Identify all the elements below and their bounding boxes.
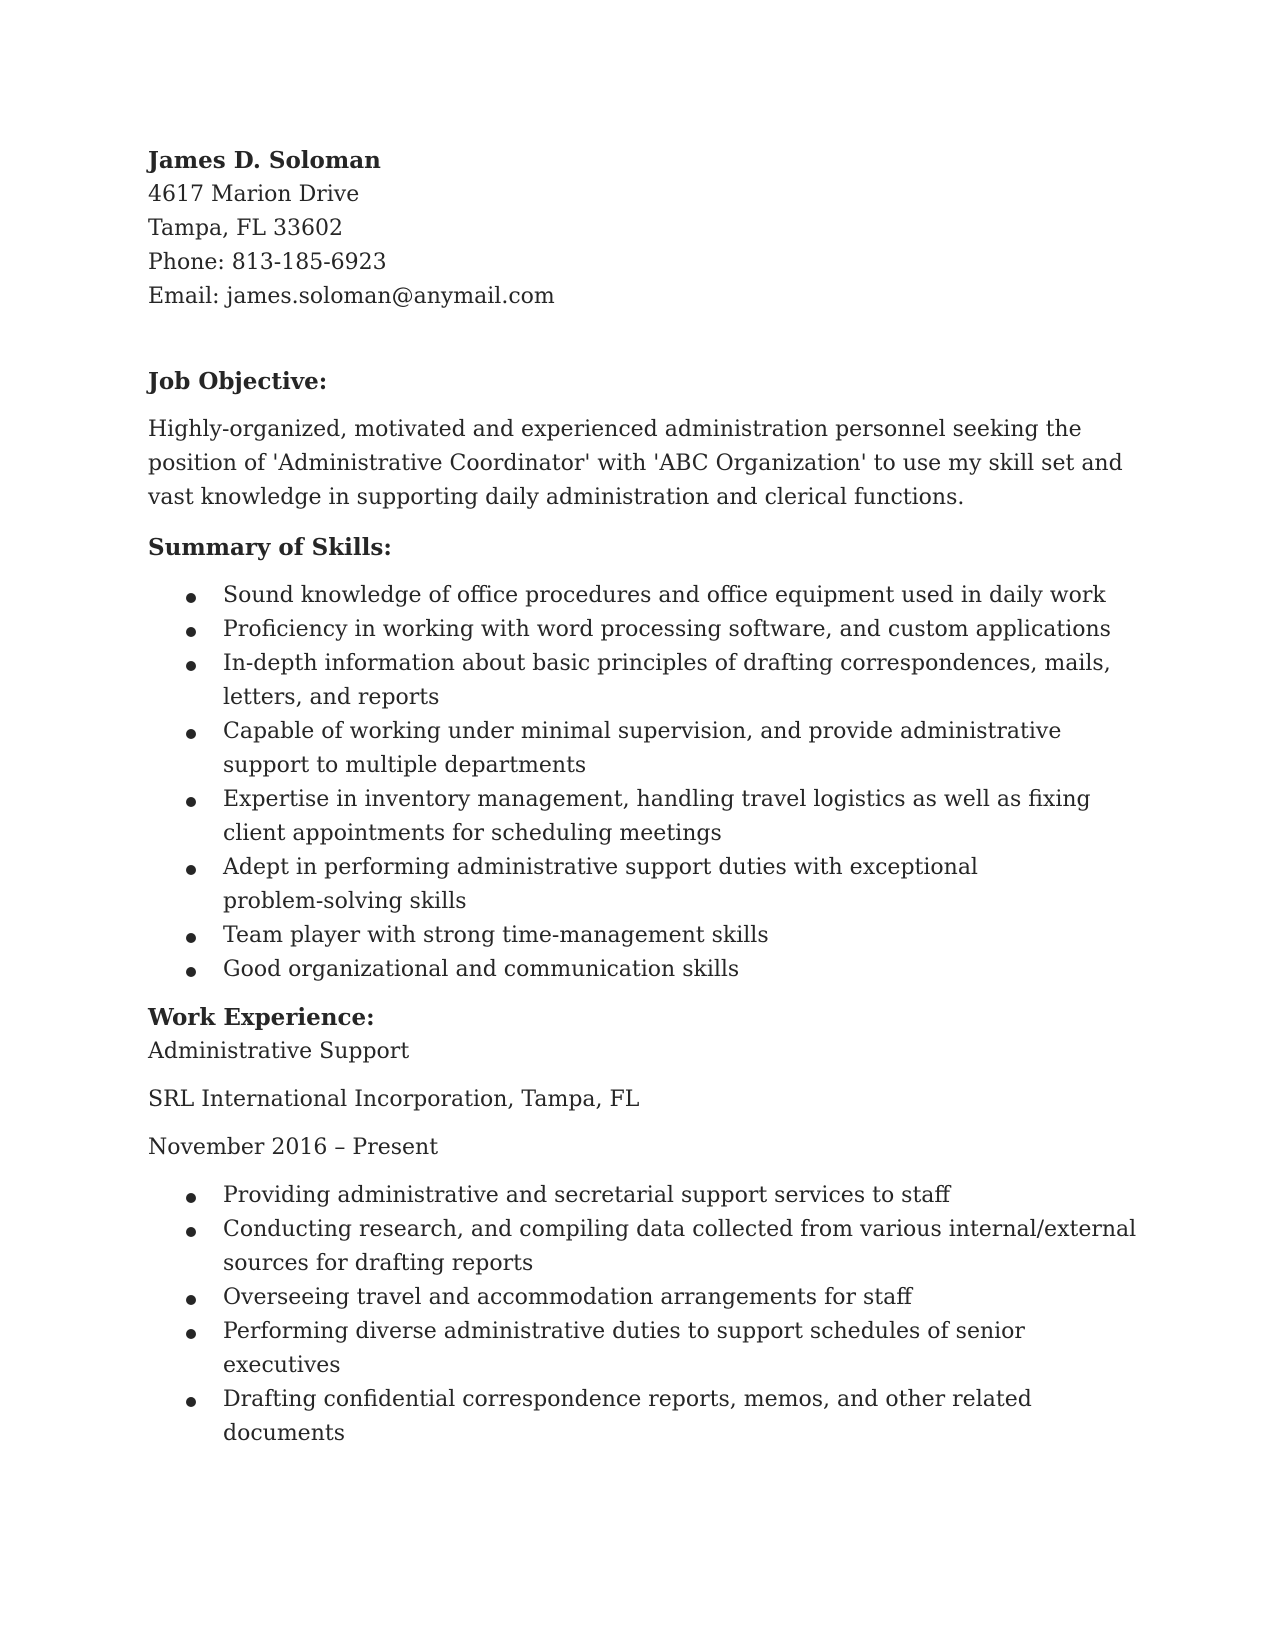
- skill-text: Proficiency in working with word processing software, and custom applications: [223, 617, 1111, 642]
- skills-heading: Summary of Skills:: [148, 534, 392, 561]
- duty-item: [148, 1179, 1148, 1213]
- experience-section: [148, 1001, 1148, 1451]
- skill-item: [148, 715, 1148, 783]
- bullet-icon: [186, 1193, 196, 1203]
- objective-line: Highly-organized, motivated and experienced administration personnel seeking the: [148, 417, 1082, 442]
- duty-text: Overseeing travel and accommodation arrangements for staff: [223, 1285, 912, 1310]
- bullet-icon: [186, 661, 196, 671]
- email-line: Email: james.soloman@anymail.com: [148, 284, 555, 309]
- bullet-icon: [186, 627, 196, 637]
- skill-text: Expertise in inventory management, handling travel logistics as well as fixing: [223, 787, 1091, 812]
- objective-heading: Job Objective:: [148, 368, 328, 395]
- bullet-icon: [186, 933, 196, 943]
- skill-text: support to multiple departments: [223, 753, 587, 778]
- skill-item: [148, 613, 1148, 647]
- bullet-icon: [186, 1227, 196, 1237]
- duty-item: [148, 1281, 1148, 1315]
- duty-item: [148, 1383, 1148, 1451]
- duty-item: [148, 1213, 1148, 1281]
- skill-item: [148, 783, 1148, 851]
- skill-text: letters, and reports: [223, 685, 440, 710]
- skills-section: [148, 531, 1148, 987]
- skill-text: Team player with strong time-management skills: [223, 923, 769, 948]
- objective-line: position of 'Administrative Coordinator' with 'ABC Organization' to use my skill set and: [148, 451, 1123, 476]
- skill-text: Adept in performing administrative support duties with exceptional: [223, 855, 978, 880]
- duty-text: executives: [223, 1353, 341, 1378]
- objective-paragraph: [148, 413, 1148, 515]
- objective-section: [148, 365, 1148, 515]
- bullet-icon: [186, 593, 196, 603]
- resume-page: [148, 144, 1148, 1451]
- address-line-2: Tampa, FL 33602: [148, 216, 343, 241]
- skill-item: [148, 579, 1148, 613]
- duty-item: [148, 1315, 1148, 1383]
- skill-item: [148, 953, 1148, 987]
- bullet-icon: [186, 797, 196, 807]
- skill-text: Good organizational and communication skills: [223, 957, 740, 982]
- skill-text: client appointments for scheduling meetings: [223, 821, 722, 846]
- address-line-1: 4617 Marion Drive: [148, 182, 360, 207]
- bullet-icon: [186, 729, 196, 739]
- phone-line: Phone: 813-185-6923: [148, 250, 387, 275]
- experience-list: [148, 1179, 1148, 1451]
- bullet-icon: [186, 1295, 196, 1305]
- candidate-name: James D. Soloman: [148, 147, 381, 174]
- skill-text: Sound knowledge of office procedures and office equipment used in daily work: [223, 583, 1106, 608]
- duty-text: documents: [223, 1421, 345, 1446]
- skill-item: [148, 919, 1148, 953]
- experience-heading: Work Experience:: [148, 1004, 375, 1031]
- contact-block: [148, 144, 1148, 314]
- bullet-icon: [186, 1329, 196, 1339]
- objective-line: vast knowledge in supporting daily administration and clerical functions.: [148, 485, 965, 510]
- skill-text: In-depth information about basic principles of drafting correspondences, mails,: [223, 651, 1111, 676]
- skill-text: Capable of working under minimal supervision, and provide administrative: [223, 719, 1062, 744]
- skill-item: [148, 647, 1148, 715]
- duty-text: Conducting research, and compiling data collected from various internal/external: [223, 1217, 1137, 1242]
- employment-dates: November 2016 – Present: [148, 1135, 439, 1160]
- skills-list: [148, 579, 1148, 987]
- duty-text: Performing diverse administrative duties to support schedules of senior: [223, 1319, 1025, 1344]
- bullet-icon: [186, 967, 196, 977]
- company-line: SRL International Incorporation, Tampa, FL: [148, 1087, 640, 1112]
- job-title: Administrative Support: [148, 1039, 410, 1064]
- skill-item: [148, 851, 1148, 919]
- bullet-icon: [186, 865, 196, 875]
- duty-text: sources for drafting reports: [223, 1251, 534, 1276]
- bullet-icon: [186, 1397, 196, 1407]
- duty-text: Drafting confidential correspondence reports, memos, and other related: [223, 1387, 1032, 1412]
- skill-text: problem-solving skills: [223, 889, 467, 914]
- duty-text: Providing administrative and secretarial support services to staff: [223, 1183, 951, 1208]
